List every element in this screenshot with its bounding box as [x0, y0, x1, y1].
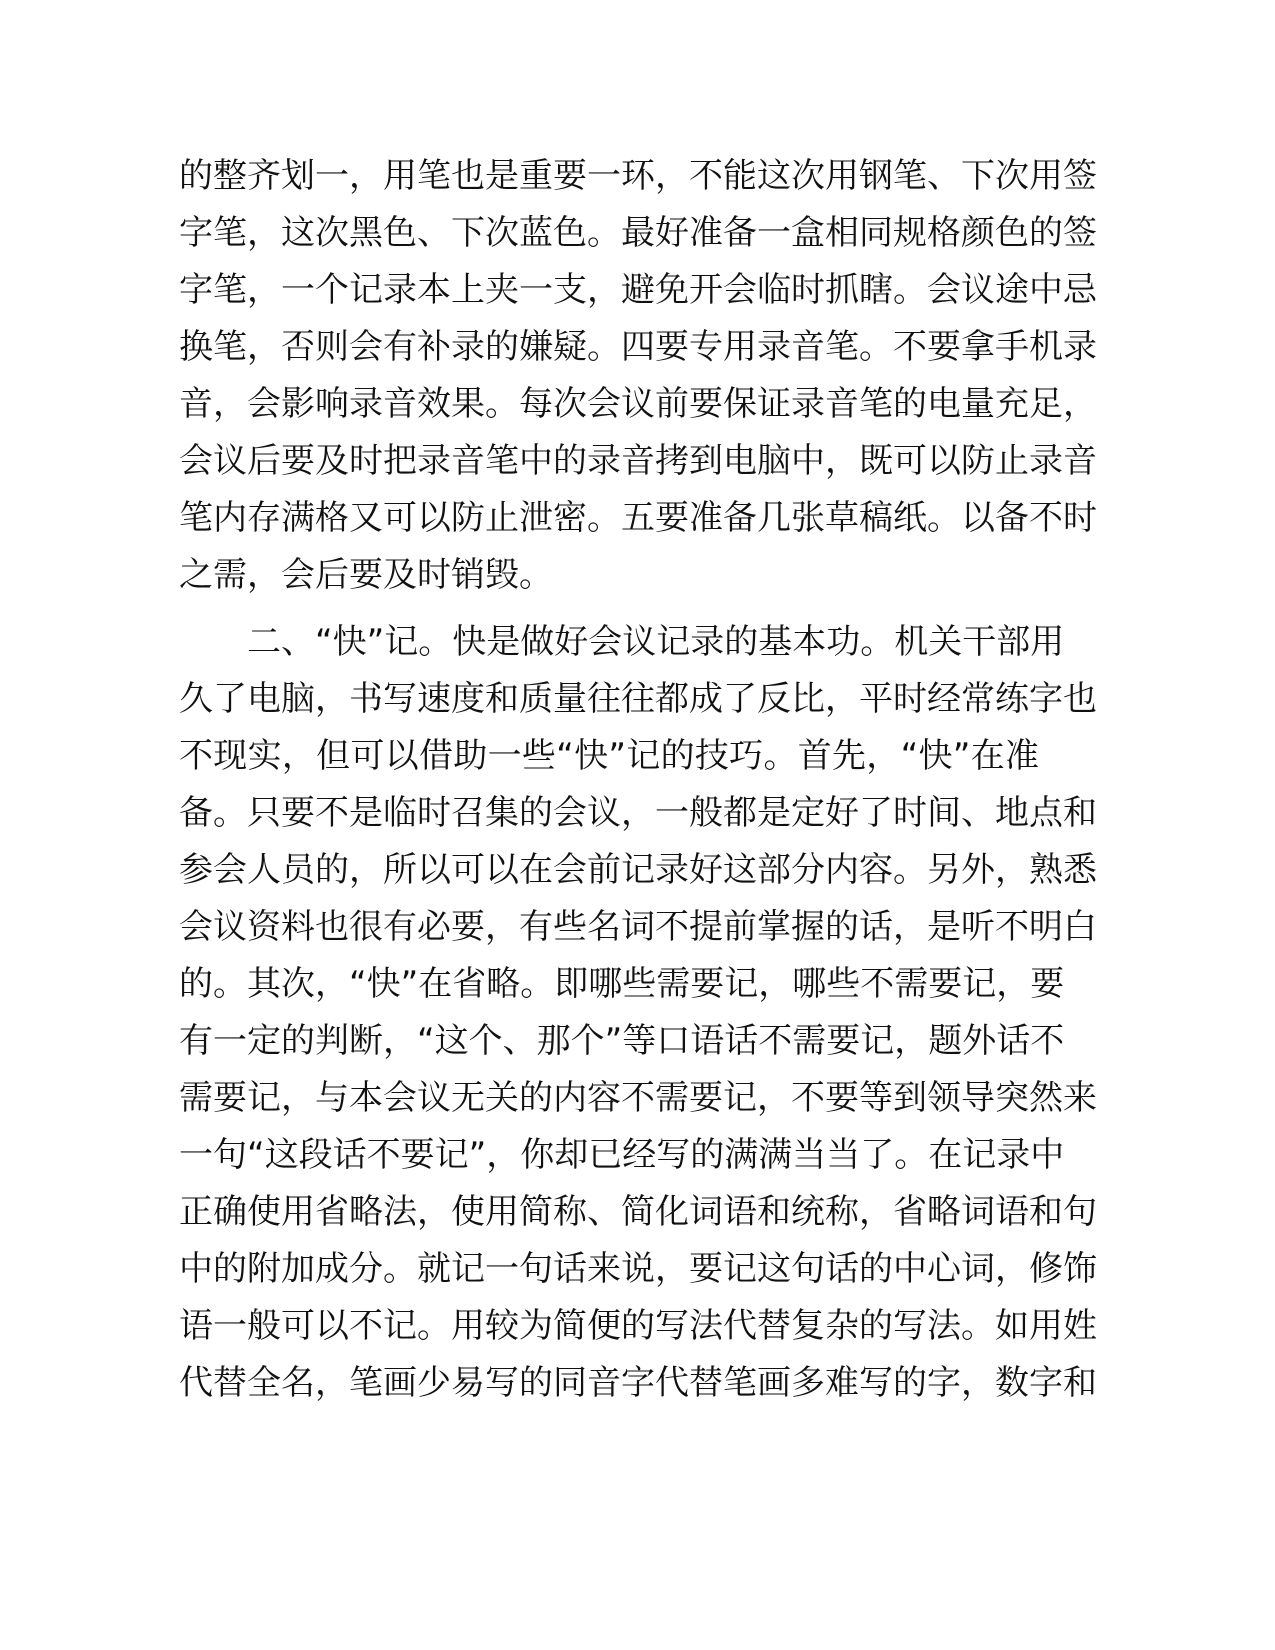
text-line: 语一般可以不记。用较为简便的写法代替复杂的写法。如用姓	[179, 1306, 1097, 1346]
text-line: 字笔，一个记录本上夹一支，避免开会临时抓瞎。会议途中忌	[179, 270, 1097, 310]
text-line: 二、“快”记。快是做好会议记录的基本功。机关干部用	[247, 622, 1065, 662]
text-line: 会议资料也很有必要，有些名词不提前掌握的话，是听不明白	[179, 907, 1097, 947]
text-line: 中的附加成分。就记一句话来说，要记这句话的中心词，修饰	[179, 1249, 1097, 1289]
document-body	[179, 148, 1097, 1412]
paragraph-spacer	[179, 604, 1039, 614]
text-line: 正确使用省略法，使用简称、简化词语和统称，省略词语和句	[179, 1192, 1097, 1232]
text-line: 代替全名，笔画少易写的同音字代替笔画多难写的字，数字和	[179, 1363, 1097, 1403]
text-line: 的。其次，“快”在省略。即哪些需要记，哪些不需要记，要	[179, 964, 1065, 1004]
text-line: 音，会影响录音效果。每次会议前要保证录音笔的电量充足，	[179, 384, 1097, 424]
paragraph-2	[179, 614, 1097, 1412]
text-line: 换笔，否则会有补录的嫌疑。四要专用录音笔。不要拿手机录	[179, 327, 1097, 367]
text-line: 一句“这段话不要记”，你却已经写的满满当当了。在记录中	[179, 1135, 1065, 1175]
text-line: 笔内存满格又可以防止泄密。五要准备几张草稿纸。以备不时	[179, 498, 1097, 538]
text-line: 不现实，但可以借助一些“快”记的技巧。首先，“快”在准	[179, 736, 1039, 776]
text-line: 字笔，这次黑色、下次蓝色。最好准备一盒相同规格颜色的签	[179, 213, 1097, 253]
text-line: 参会人员的，所以可以在会前记录好这部分内容。另外，熟悉	[179, 850, 1097, 890]
text-line: 需要记，与本会议无关的内容不需要记，不要等到领导突然来	[179, 1078, 1097, 1118]
text-line: 的整齐划一，用笔也是重要一环，不能这次用钢笔、下次用签	[179, 156, 1097, 196]
text-line: 备。只要不是临时召集的会议，一般都是定好了时间、地点和	[179, 793, 1097, 833]
text-line: 久了电脑，书写速度和质量往往都成了反比，平时经常练字也	[179, 679, 1097, 719]
text-line: 有一定的判断，“这个、那个”等口语话不需要记，题外话不	[179, 1021, 1065, 1061]
paragraph-1	[179, 148, 1097, 604]
text-line: 之需，会后要及时销毁。	[179, 555, 553, 595]
text-line: 会议后要及时把录音笔中的录音拷到电脑中，既可以防止录音	[179, 441, 1097, 481]
